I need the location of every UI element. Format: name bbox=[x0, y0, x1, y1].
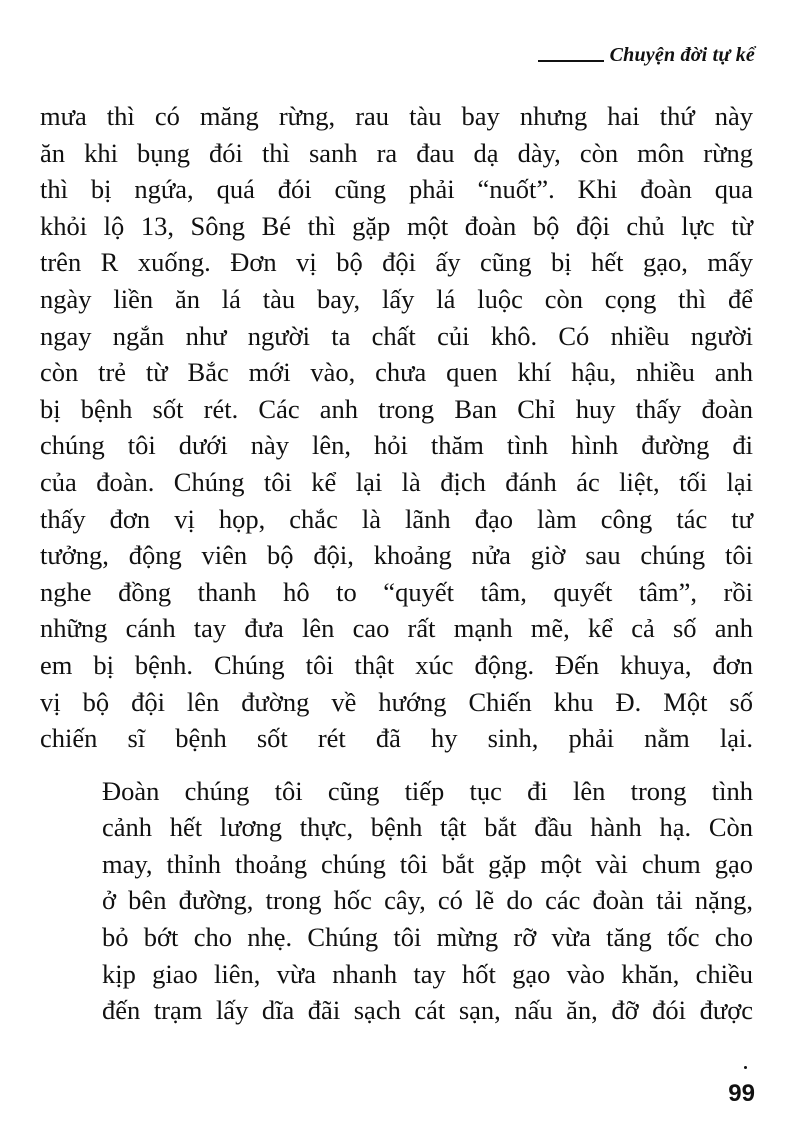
page-number: 99 bbox=[728, 1080, 755, 1107]
text-line: bị bệnh sốt rét. Các anh trong Ban Chỉ huy thấy đoàn bbox=[40, 393, 753, 424]
running-header bbox=[538, 44, 755, 67]
text-line: may, thỉnh thoảng chúng tôi bắt gặp một vài chum gạo bbox=[102, 848, 753, 879]
header-title: Chuyện đời tự kể bbox=[609, 44, 755, 66]
text-line: chiến sĩ bệnh sốt rét đã hy sinh, phải nằm lại. bbox=[40, 723, 753, 754]
text-line: kịp giao liên, vừa nhanh tay hốt gạo vào khăn, chiều bbox=[102, 958, 753, 989]
text-line: ăn khi bụng đói thì sanh ra đau dạ dày, còn môn rừng bbox=[40, 137, 753, 168]
text-line: chúng tôi dưới này lên, hỏi thăm tình hình đường đi bbox=[40, 430, 753, 461]
text-line: Đoàn chúng tôi cũng tiếp tục đi lên trong tình bbox=[102, 775, 753, 806]
text-line: khỏi lộ 13, Sông Bé thì gặp một đoàn bộ đội chủ lực từ bbox=[40, 210, 753, 241]
text-line: của đoàn. Chúng tôi kể lại là địch đánh ác liệt, tối lại bbox=[40, 466, 753, 497]
text-line: em bị bệnh. Chúng tôi thật xúc động. Đến khuya, đơn bbox=[40, 649, 753, 680]
text-line: vị bộ đội lên đường về hướng Chiến khu Đ. Một số bbox=[40, 686, 753, 717]
page-mark bbox=[744, 1066, 747, 1069]
paragraph-2 bbox=[40, 773, 753, 1029]
text-line: ngay ngắn như người ta chất củi khô. Có nhiều người bbox=[40, 320, 753, 351]
text-line: đến trạm lấy dĩa đãi sạch cát sạn, nấu ăn, đỡ đói được bbox=[102, 995, 753, 1026]
text-line: trên R xuống. Đơn vị bộ đội ấy cũng bị hết gạo, mấy bbox=[40, 247, 753, 278]
text-line: bỏ bớt cho nhẹ. Chúng tôi mừng rỡ vừa tăng tốc cho bbox=[102, 922, 753, 953]
text-line: thấy đơn vị họp, chắc là lãnh đạo làm công tác tư bbox=[40, 503, 753, 534]
text-line: còn trẻ từ Bắc mới vào, chưa quen khí hậu, nhiều anh bbox=[40, 357, 753, 388]
text-line: những cánh tay đưa lên cao rất mạnh mẽ, kể cả số anh bbox=[40, 613, 753, 644]
header-rule bbox=[538, 60, 604, 62]
text-line: cảnh hết lương thực, bệnh tật bắt đầu hành hạ. Còn bbox=[102, 812, 753, 843]
text-line: ngày liền ăn lá tàu bay, lấy lá luộc còn cọng thì để bbox=[40, 283, 753, 314]
text-line: nghe đồng thanh hô to “quyết tâm, quyết tâm”, rồi bbox=[40, 576, 753, 607]
paragraph-1 bbox=[40, 98, 753, 757]
text-line: tưởng, động viên bộ đội, khoảng nửa giờ sau chúng tôi bbox=[40, 540, 753, 571]
page-body bbox=[40, 98, 753, 1029]
text-line: mưa thì có măng rừng, rau tàu bay nhưng hai thứ này bbox=[40, 101, 753, 131]
text-line: ở bên đường, trong hốc cây, có lẽ do các đoàn tải nặng, bbox=[102, 885, 753, 916]
text-line: thì bị ngứa, quá đói cũng phải “nuốt”. Khi đoàn qua bbox=[40, 174, 753, 205]
